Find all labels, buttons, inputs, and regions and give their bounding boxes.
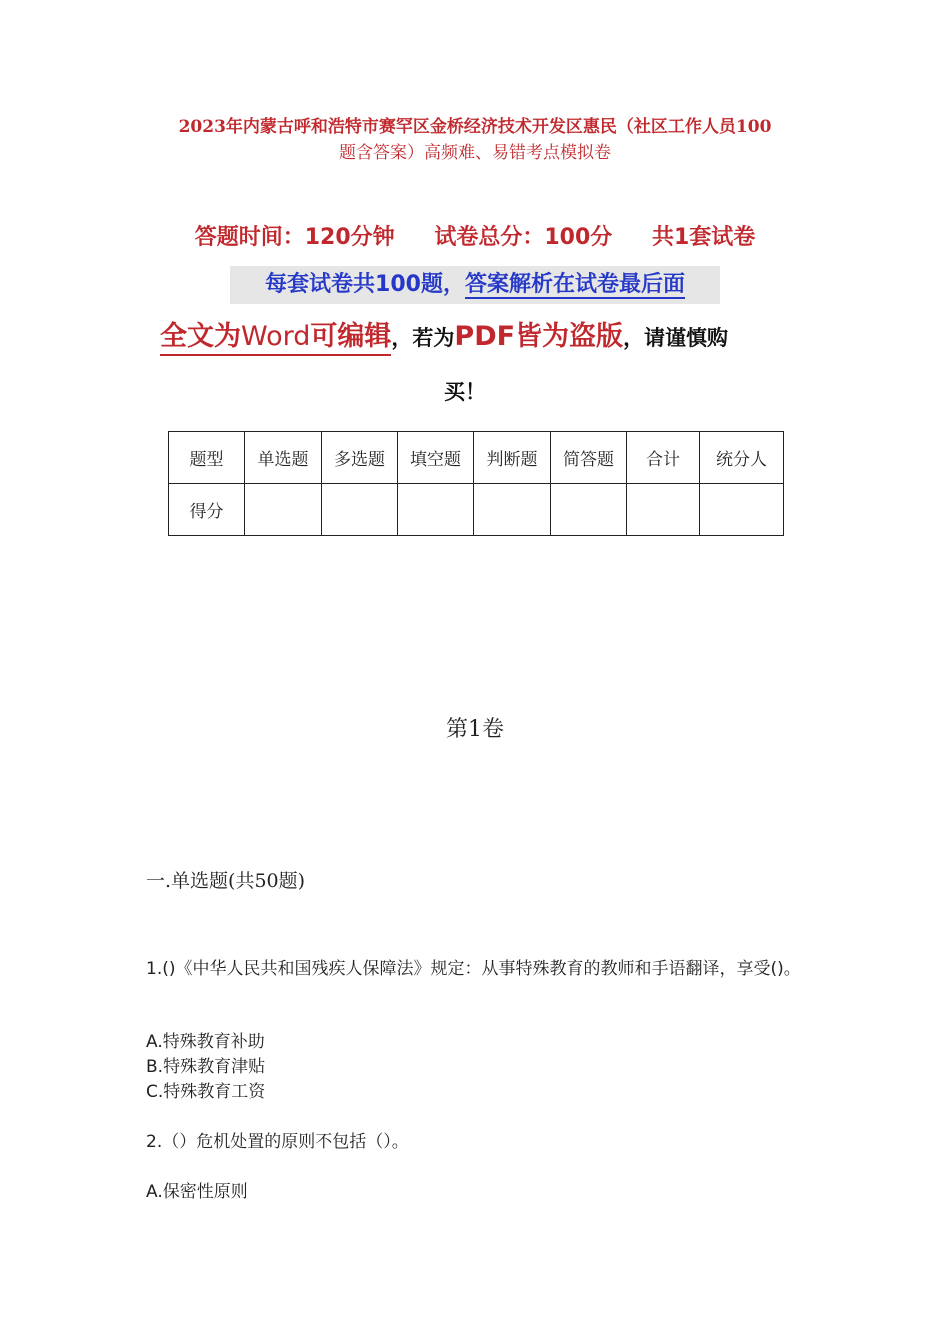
header-type: 题型: [169, 432, 245, 484]
warning-pdf: PDF皆为盗版: [454, 321, 624, 352]
exam-time: 答题时间：120分钟: [194, 225, 395, 250]
piracy-warning: [160, 312, 800, 417]
question-1: 1.()《中华人民共和国残疾人保障法》规定：从事特殊教育的教师和手语翻译，享受()。: [146, 959, 801, 979]
question-1-option-c: C.特殊教育工资: [146, 1082, 266, 1102]
volume-heading: 第1卷: [446, 717, 504, 742]
document-title: [130, 114, 820, 166]
question-2-option-a: A.保密性原则: [146, 1182, 248, 1202]
banner-part-1: 每套试卷共100题，: [265, 272, 465, 297]
warning-d: ，若为: [391, 326, 455, 350]
header-true-false: 判断题: [474, 432, 551, 484]
row-label-score: 得分: [169, 484, 245, 536]
score-cell: [322, 484, 398, 536]
header-scorer: 统分人: [700, 432, 784, 484]
score-cell: [627, 484, 700, 536]
warning-a: 全文为: [160, 321, 241, 352]
warning-g: 买！: [444, 380, 486, 404]
header-fill-blank: 填空题: [398, 432, 474, 484]
warning-editable: 可编辑: [310, 321, 392, 352]
exam-total-score: 试卷总分：100分: [434, 225, 613, 250]
question-2: 2.（）危机处置的原则不包括（）。: [146, 1132, 409, 1152]
title-line-2: 题含答案）高频难、易错考点模拟卷: [339, 143, 611, 163]
score-table-header-row: [169, 432, 784, 484]
question-1-option-b: B.特殊教育津贴: [146, 1057, 266, 1077]
header-total: 合计: [627, 432, 700, 484]
question-1-option-a: A.特殊教育补助: [146, 1032, 265, 1052]
score-table-score-row: [169, 484, 784, 536]
warning-f: ，请谨慎购: [623, 326, 729, 350]
banner-part-2: 答案解析在试卷最后面: [464, 272, 685, 297]
score-cell: [700, 484, 784, 536]
exam-info: [0, 220, 950, 251]
answer-banner: [230, 266, 720, 304]
header-short-answer: 简答题: [551, 432, 627, 484]
section-heading: 一.单选题(共50题): [146, 870, 306, 892]
score-cell: [474, 484, 551, 536]
warning-word: Word: [241, 321, 311, 352]
score-table: [168, 431, 784, 536]
title-line-1: 2023年内蒙古呼和浩特市赛罕区金桥经济技术开发区惠民（社区工作人员100: [178, 117, 772, 137]
header-multiple-choice: 多选题: [322, 432, 398, 484]
header-single-choice: 单选题: [245, 432, 322, 484]
score-cell: [398, 484, 474, 536]
exam-set-count: 共1套试卷: [651, 225, 756, 250]
score-cell: [245, 484, 322, 536]
score-cell: [551, 484, 627, 536]
